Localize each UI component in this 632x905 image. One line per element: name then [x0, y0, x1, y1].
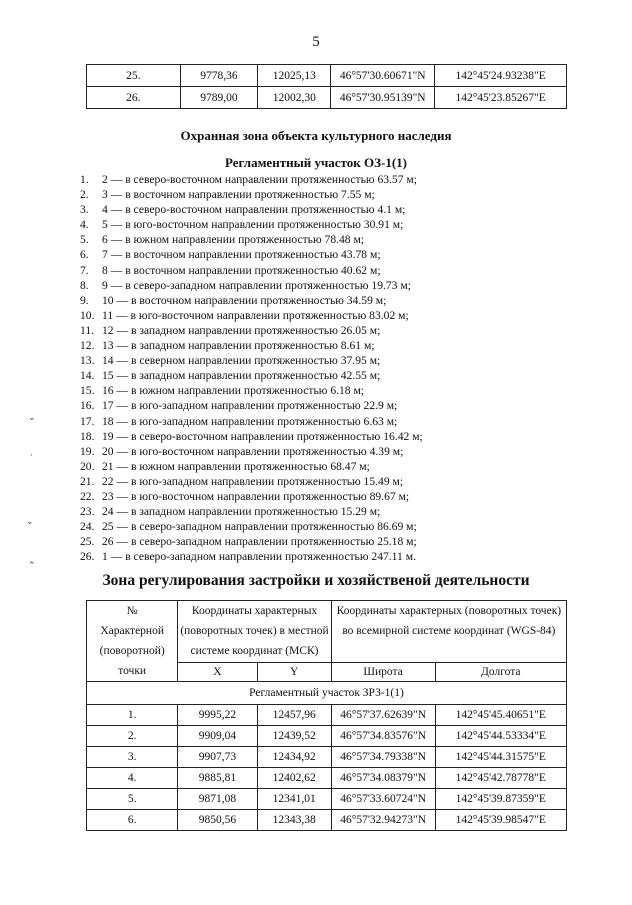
- coord-y: 12025,13: [258, 65, 331, 87]
- list-item: [80, 368, 423, 383]
- header-y: Y: [257, 662, 331, 681]
- list-item-number: 13.: [80, 354, 95, 368]
- coord-y: 12341,01: [257, 789, 331, 810]
- header-point-number: [87, 601, 178, 682]
- header-text: Характерной: [100, 625, 164, 637]
- list-item-number: 24.: [80, 520, 95, 534]
- list-item: [80, 474, 423, 489]
- list-item-number: 23.: [80, 505, 95, 519]
- coord-x: 9778,36: [180, 65, 258, 87]
- coord-x: 9885,81: [178, 768, 257, 789]
- heritage-zone-title: Охранная зона объекта культурного наследия: [180, 128, 452, 143]
- longitude: 142°45'39.87359"E: [435, 789, 566, 810]
- list-item-text: 7 — в восточном направлении протяженностью 43.78 м;: [102, 248, 381, 262]
- list-item-number: 18.: [80, 429, 95, 443]
- longitude: 142°45'45.40651"E: [435, 705, 566, 726]
- header-text: Координаты характерных: [191, 605, 318, 618]
- list-item: [80, 278, 423, 293]
- list-item-number: 3.: [80, 203, 89, 217]
- list-item-text: 6 — в южном направлении протяженностью 78.48 м;: [102, 233, 365, 247]
- margin-mark: ⌃: [28, 560, 36, 570]
- list-item-number: 8.: [80, 278, 89, 292]
- longitude: 142°45'42.78778"E: [435, 768, 566, 789]
- coord-y: 12434,92: [257, 747, 331, 768]
- list-item-text: 22 — в юго-западном направлении протяженностью 15.49 м;: [102, 474, 404, 488]
- list-item-number: 5.: [80, 233, 89, 247]
- list-item-number: 16.: [80, 399, 95, 413]
- list-item: [80, 247, 423, 262]
- latitude: 46°57'34.83576"N: [331, 726, 435, 747]
- longitude: 142°45'39.98547"E: [435, 810, 566, 831]
- coordinates-table-continued: [86, 64, 567, 109]
- list-item: [80, 398, 423, 413]
- list-item-text: 12 — в западном направлении протяженностью 26.05 м;: [102, 323, 381, 337]
- coord-y: 12343,38: [257, 810, 331, 831]
- point-number: 2.: [87, 726, 178, 747]
- header-text: №: [126, 605, 138, 617]
- point-number: 3.: [87, 747, 178, 768]
- longitude: 142°45'44.53334"E: [435, 726, 566, 747]
- header-text: во всемирной системе координат (WGS-84): [342, 625, 556, 637]
- header-wgs-coords: [331, 601, 566, 663]
- list-item-text: 3 — в восточном направлении протяженностью 7.55 м;: [102, 188, 375, 202]
- list-item-number: 14.: [80, 369, 95, 383]
- list-item-number: 26.: [80, 550, 95, 564]
- header-text: (поворотных точек) в местной: [180, 625, 329, 638]
- coord-x: 9907,73: [178, 747, 257, 768]
- latitude: 46°57'30.60671"N: [331, 65, 435, 87]
- list-item: [80, 172, 423, 187]
- list-item-text: 11 — в юго-восточном направлении протяженностью 83.02 м;: [102, 308, 409, 322]
- list-item: [80, 414, 423, 429]
- margin-mark: ⌄: [26, 516, 34, 526]
- margin-mark: ⌄: [28, 412, 36, 422]
- list-item-number: 1.: [80, 173, 89, 186]
- section-label: Регламентный участок ЗРЗ-1(1): [87, 682, 567, 705]
- list-item-text: 8 — в восточном направлении протяженностью 40.62 м;: [102, 263, 381, 277]
- longitude: 142°45'44.31575"E: [435, 747, 566, 768]
- coord-x: 9871,08: [178, 789, 257, 810]
- list-item-text: 1 — в северо-западном направлении протяженностью 247.11 м.: [102, 550, 416, 564]
- point-number: 4.: [87, 768, 178, 789]
- list-item: [80, 202, 423, 217]
- table-row: [87, 87, 567, 109]
- table-row: [87, 810, 567, 831]
- header-text: точки: [118, 665, 147, 677]
- list-item-text: 19 — в северо-восточном направлении протяженностью 16.42 м;: [102, 429, 423, 443]
- header-x: X: [178, 662, 257, 681]
- list-item: [80, 308, 423, 323]
- list-item-number: 15.: [80, 384, 95, 398]
- list-item: [80, 217, 423, 232]
- list-item-number: 4.: [80, 218, 89, 232]
- margin-mark: ·: [30, 450, 33, 460]
- list-item-number: 11.: [80, 323, 95, 337]
- heritage-zone-subtitle: Регламентный участок ОЗ-1(1): [225, 155, 407, 170]
- list-item-number: 22.: [80, 489, 95, 503]
- list-item: [80, 353, 423, 368]
- coord-x: 9789,00: [180, 87, 258, 109]
- list-item-text: 15 — в западном направлении протяженностью 42.55 м;: [102, 369, 381, 383]
- latitude: 46°57'32.94273"N: [331, 810, 435, 831]
- coord-x: 9909,04: [178, 726, 257, 747]
- table-row: [87, 747, 567, 768]
- list-item: [80, 534, 423, 549]
- table-header-row: [87, 601, 567, 663]
- list-item-text: 16 — в южном направлении протяженностью 6.18 м;: [102, 384, 365, 398]
- list-item: [80, 459, 423, 474]
- table-row: [87, 705, 567, 726]
- list-item: [80, 187, 423, 202]
- list-item-number: 20.: [80, 459, 95, 473]
- list-item-number: 21.: [80, 474, 95, 488]
- header-text: системе координат (МСК): [190, 645, 319, 658]
- boundary-segment-list: [80, 172, 423, 564]
- list-item-number: 25.: [80, 535, 95, 549]
- list-item: [80, 429, 423, 444]
- list-item-number: 2.: [80, 188, 89, 202]
- list-item-text: 17 — в юго-западном направлении протяженностью 22.9 м;: [102, 399, 398, 413]
- list-item-number: 9.: [80, 293, 89, 307]
- list-item: [80, 519, 423, 534]
- regulation-zone-table: [86, 600, 567, 831]
- longitude: 142°45'23.85267"E: [435, 87, 567, 109]
- coord-y: 12402,62: [257, 768, 331, 789]
- list-item: [80, 444, 423, 459]
- header-text: Координаты характерных (поворотных точек): [336, 605, 562, 617]
- latitude: 46°57'33.60724"N: [331, 789, 435, 810]
- list-item: [80, 504, 423, 519]
- list-item: [80, 383, 423, 398]
- coord-y: 12457,96: [257, 705, 331, 726]
- list-item-text: 18 — в юго-западном направлении протяженностью 6.63 м;: [102, 414, 398, 428]
- point-number: 1.: [87, 705, 178, 726]
- coord-y: 12439,52: [257, 726, 331, 747]
- point-number: 6.: [87, 810, 178, 831]
- list-item: [80, 549, 423, 564]
- coord-x: 9995,22: [178, 705, 257, 726]
- table-section-row: [87, 682, 567, 705]
- list-item: [80, 323, 423, 338]
- list-item-text: 21 — в южном направлении протяженностью 68.47 м;: [102, 459, 370, 473]
- list-item-number: 19.: [80, 444, 95, 458]
- list-item: [80, 263, 423, 278]
- list-item-number: 17.: [80, 414, 95, 428]
- coord-y: 12002,30: [258, 87, 331, 109]
- list-item-number: 12.: [80, 339, 95, 353]
- coord-x: 9850,56: [178, 810, 257, 831]
- list-item-text: 5 — в юго-восточном направлении протяженностью 30.91 м;: [102, 218, 404, 232]
- list-item-text: 9 — в северо-западном направлении протяженностью 19.73 м;: [102, 278, 411, 292]
- list-item-text: 24 — в западном направлении протяженностью 15.29 м;: [102, 505, 381, 519]
- list-item-text: 14 — в северном направлении протяженностью 37.95 м;: [102, 354, 381, 368]
- table-row: [87, 768, 567, 789]
- list-item-text: 26 — в северо-западном направлении протяженностью 25.18 м;: [102, 535, 417, 549]
- list-item-text: 10 — в восточном направлении протяженностью 34.59 м;: [102, 293, 387, 307]
- latitude: 46°57'34.08379"N: [331, 768, 435, 789]
- header-text: (поворотной): [99, 645, 165, 657]
- table-row: [87, 65, 567, 87]
- list-item-text: 25 — в северо-западном направлении протяженностью 86.69 м;: [102, 520, 417, 534]
- list-item-number: 7.: [80, 263, 89, 277]
- point-number: 25.: [87, 65, 181, 87]
- list-item: [80, 293, 423, 308]
- list-item-text: 23 — в юго-восточном направлении протяженностью 89.67 м;: [102, 489, 410, 503]
- list-item: [80, 232, 423, 247]
- table-row: [87, 789, 567, 810]
- latitude: 46°57'30.95139"N: [331, 87, 435, 109]
- point-number: 26.: [87, 87, 181, 109]
- longitude: 142°45'24.93238"E: [435, 65, 567, 87]
- list-item-text: 2 — в северо-восточном направлении протяженностью 63.57 м;: [102, 173, 417, 186]
- point-number: 5.: [87, 789, 178, 810]
- latitude: 46°57'34.79338"N: [331, 747, 435, 768]
- list-item-text: 13 — в западном направлении протяженностью 8.61 м;: [102, 339, 375, 353]
- list-item-number: 10.: [80, 308, 95, 322]
- header-longitude: Долгота: [435, 662, 566, 681]
- header-local-coords: [178, 601, 331, 663]
- list-item: [80, 338, 423, 353]
- table-row: [87, 726, 567, 747]
- regulation-zone-title: Зона регулирования застройки и хозяйственой деятельности: [102, 572, 530, 589]
- list-item-text: 20 — в юго-восточном направлении протяженностью 4.39 м;: [102, 444, 404, 458]
- latitude: 46°57'37.62639"N: [331, 705, 435, 726]
- header-latitude: Широта: [331, 662, 435, 681]
- list-item: [80, 489, 423, 504]
- page-number: 5: [312, 34, 320, 50]
- list-item-number: 6.: [80, 248, 89, 262]
- list-item-text: 4 — в северо-восточном направлении протяженностью 4.1 м;: [102, 203, 406, 217]
